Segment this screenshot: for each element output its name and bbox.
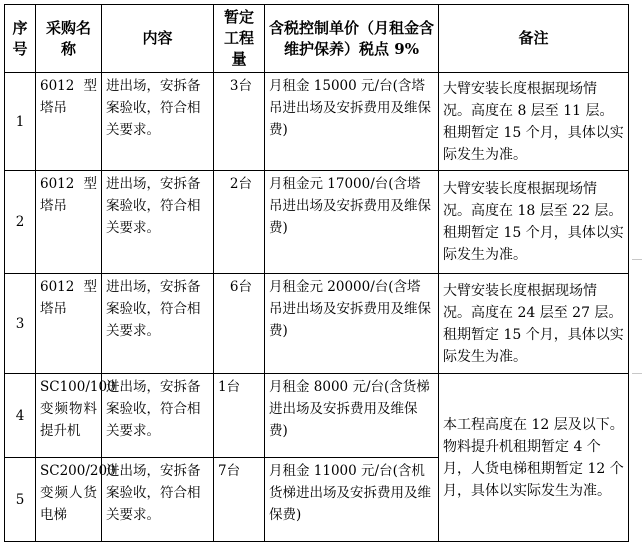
table-row: [5, 274, 629, 374]
margin-tick: [632, 259, 642, 260]
row-name: SC200/200 变频人货电梯: [36, 458, 102, 542]
row-price: 月租金元 20000/台(含塔吊进出场及安拆费用及维保费): [265, 274, 439, 374]
row-remark: 大臂安装长度根据现场情况。高度在 18 层至 22 层。租期暂定 15 个月，具体以实际发生为准。: [439, 171, 629, 274]
table-row: [5, 73, 629, 171]
row-remark: 大臂安装长度根据现场情况。高度在 24 层至 27 层。租期暂定 15 个月，具体以实际发生为准。: [439, 274, 629, 374]
header-qty: 暂定工程量: [214, 5, 265, 73]
row-content: 进出场，安拆备案验收，符合相关要求。: [102, 458, 214, 542]
row-name: SC100/100 变频物料提升机: [36, 374, 102, 458]
row-qty: 7台: [214, 458, 265, 542]
row-price: 月租金 15000 元/台(含塔吊进出场及安拆费用及维保费): [265, 73, 439, 171]
row-qty: 1台: [214, 374, 265, 458]
procurement-table: [4, 4, 629, 542]
row-seq: 2: [5, 171, 36, 274]
row-content: 进出场，安拆备案验收，符合相关要求。: [102, 171, 214, 274]
row-name: 6012 型塔吊: [36, 274, 102, 374]
row-seq: 1: [5, 73, 36, 171]
margin-tick: [632, 373, 642, 374]
row-price: 月租金元 17000/台(含塔吊进出场及安拆费用及维保费): [265, 171, 439, 274]
table-row: [5, 374, 629, 458]
header-name: 采购名称: [36, 5, 102, 73]
header-row: [5, 5, 629, 73]
header-price: 含税控制单价（月租金含维护保养）税点 9%: [265, 5, 439, 73]
row-name: 6012 型塔吊: [36, 73, 102, 171]
row-content: 进出场，安拆备案验收，符合相关要求。: [102, 274, 214, 374]
header-seq: 序号: [5, 5, 36, 73]
header-remark: 备注: [439, 5, 629, 73]
row-content: 进出场，安拆备案验收，符合相关要求。: [102, 374, 214, 458]
row-seq: 4: [5, 374, 36, 458]
row-content: 进出场，安拆备案验收，符合相关要求。: [102, 73, 214, 171]
row-remark: 大臂安装长度根据现场情况。高度在 8 层至 11 层。租期暂定 15 个月，具体以实际发生为准。: [439, 73, 629, 171]
row-price: 月租金 8000 元/台(含货梯进出场及安拆费用及维保费): [265, 374, 439, 458]
table-row: [5, 171, 629, 274]
row-seq: 3: [5, 274, 36, 374]
row-qty: 3台: [214, 73, 265, 171]
row-qty: 2台: [214, 171, 265, 274]
row-name: 6012 型塔吊: [36, 171, 102, 274]
row-qty: 6台: [214, 274, 265, 374]
merged-remark: 本工程高度在 12 层及以下。物料提升机租期暂定 4 个月，人货电梯租期暂定 12 个月，具体以实际发生为准。: [439, 374, 629, 542]
header-content: 内容: [102, 5, 214, 73]
row-seq: 5: [5, 458, 36, 542]
row-price: 月租金 11000 元/台(含机货梯进出场及安拆费用及维保费): [265, 458, 439, 542]
